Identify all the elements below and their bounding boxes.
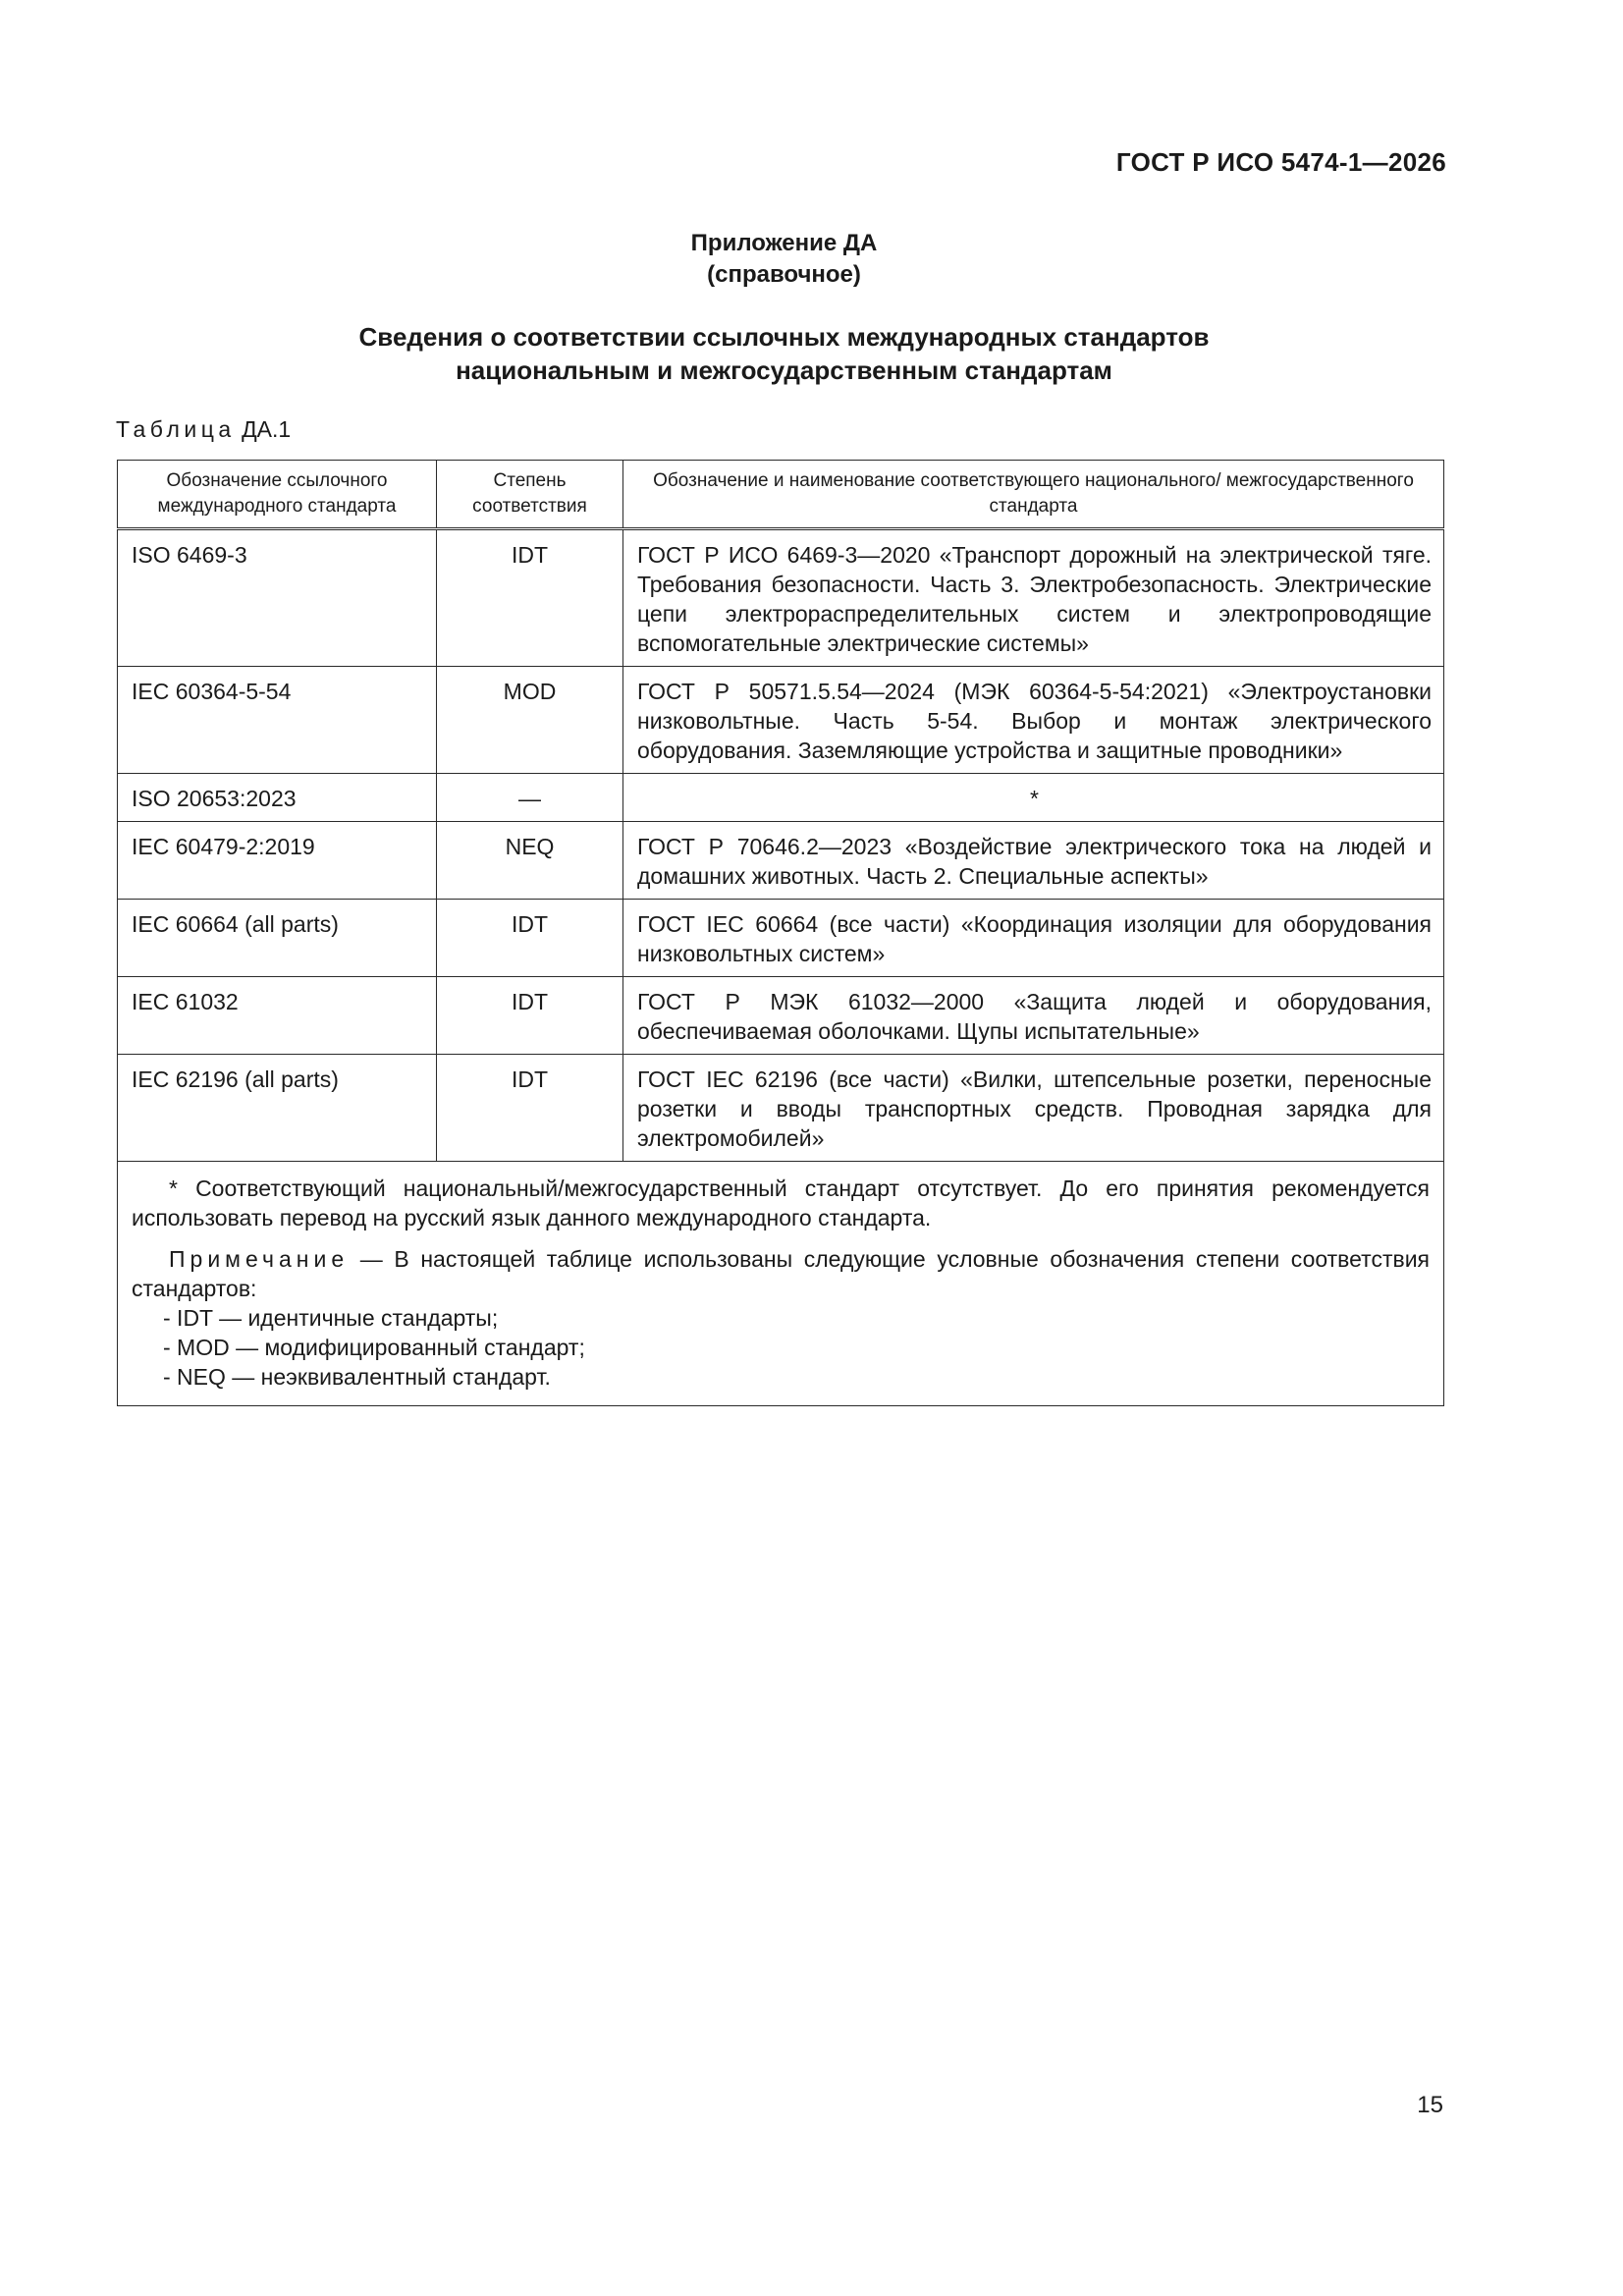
national-standard-cell: ГОСТ Р 70646.2—2023 «Воздействие электрического тока на людей и домашних животных. Часть 2. Специальные аспекты» [623,822,1444,900]
legend-item: - IDT — идентичные стандарты; [163,1305,499,1331]
table-note [132,1244,1430,1303]
intl-standard-cell: IEC 60664 (all parts) [118,900,437,977]
degree-cell: NEQ [437,822,623,900]
header-intl-standard: Обозначение ссылочного международного стандарта [118,461,437,529]
table-header-row [118,461,1444,529]
national-standard-cell: ГОСТ IEC 60664 (все части) «Координация изоляции для оборудования низковольтных систем» [623,900,1444,977]
section-title-line-2: национальным и межгосударственным стандартам [456,355,1112,385]
legend-item: - NEQ — неэквивалентный стандарт. [163,1364,551,1390]
degree-cell: IDT [437,1055,623,1162]
table-caption-word: Таблица [116,416,236,442]
intl-standard-cell: IEC 62196 (all parts) [118,1055,437,1162]
document-number: ГОСТ Р ИСО 5474-1—2026 [1115,147,1446,177]
appendix-heading [0,228,1568,291]
degree-cell: IDT [437,900,623,977]
degree-cell: MOD [437,667,623,774]
table-row [118,667,1444,774]
national-standard-cell: ГОСТ Р МЭК 61032—2000 «Защита людей и оборудования, обеспечиваемая оболочками. Щупы испытательные» [623,977,1444,1055]
table-row [118,977,1444,1055]
table-notes-row [118,1162,1444,1406]
intl-standard-cell: IEC 60364-5-54 [118,667,437,774]
degree-cell: IDT [437,529,623,667]
intl-standard-cell: IEC 61032 [118,977,437,1055]
degree-legend-list [132,1303,1430,1392]
note-label: Примечание [169,1246,350,1272]
national-standard-cell: ГОСТ Р 50571.5.54—2024 (МЭК 60364-5-54:2021) «Электроустановки низковольтные. Часть 5-54. Выбор и монтаж электрического оборудования. Заземляющие устройства и защитные проводники» [623,667,1444,774]
national-standard-cell: ГОСТ Р ИСО 6469-3—2020 «Транспорт дорожный на электрической тяге. Требования безопасности. Часть 3. Электробезопасность. Электрические цепи электрораспределительных систем и электропроводящие вспомогательные электрические системы» [623,529,1444,667]
page-number: 15 [1417,2092,1443,2118]
national-standard-cell: * [623,774,1444,822]
section-title-line-1: Сведения о соответствии ссылочных международных стандартов [358,322,1210,352]
table-row [118,1055,1444,1162]
intl-standard-cell: ISO 6469-3 [118,529,437,667]
legend-item: - MOD — модифицированный стандарт; [163,1335,585,1360]
intl-standard-cell: ISO 20653:2023 [118,774,437,822]
national-standard-cell: ГОСТ IEC 62196 (все части) «Вилки, штепсельные розетки, переносные розетки и вводы транспортных средств. Проводная зарядка для электромобилей» [623,1055,1444,1162]
table-notes-cell [118,1162,1444,1406]
note-text: — В настоящей таблице использованы следующие условные обозначения степени соответствия стандартов: [132,1246,1430,1301]
table-footnote: * Соответствующий национальный/межгосударственный стандарт отсутствует. До его принятия рекомендуется использовать перевод на русский язык данного международного стандарта. [132,1175,1430,1230]
appendix-title: Приложение ДА [690,230,878,256]
section-title [0,320,1568,387]
standards-table [117,460,1444,1406]
table-caption-number: ДА.1 [242,416,292,442]
intl-standard-cell: IEC 60479-2:2019 [118,822,437,900]
header-degree: Степень соответствия [437,461,623,529]
header-national-standard: Обозначение и наименование соответствующего национального/ межгосударственного стандарта [623,461,1444,529]
appendix-subtitle: (справочное) [707,261,861,288]
table-row [118,774,1444,822]
table-row [118,529,1444,667]
degree-cell: IDT [437,977,623,1055]
table-caption [116,416,291,443]
degree-cell: — [437,774,623,822]
table-row [118,822,1444,900]
table-row [118,900,1444,977]
